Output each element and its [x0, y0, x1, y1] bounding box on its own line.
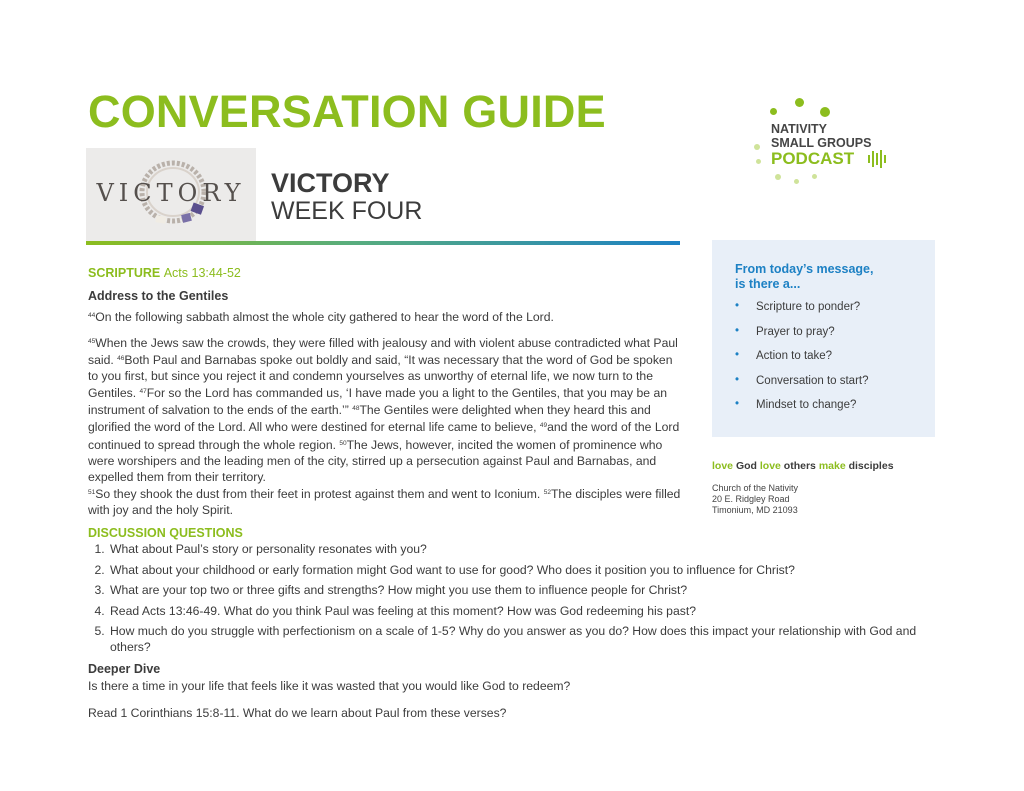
- verse-text: The Jews, however, incited the women of prominence who were worshipers and the leading men of the city, stirred up a persecution against Paul and Barnabas, and expelled them from their territory.: [88, 437, 663, 484]
- logo-dot: [754, 144, 760, 150]
- discussion-question: 2. What about your childhood or early formation might God want to use for good? Who does it position you to influence for Christ?: [108, 562, 958, 578]
- reflection-prompt-line: is there a...: [735, 277, 801, 291]
- church-tagline: [712, 460, 894, 472]
- reflection-list: [732, 301, 869, 424]
- deeper-dive-heading: Deeper Dive: [88, 662, 161, 676]
- reflection-item-label: Prayer to pray?: [756, 325, 835, 338]
- podcast-logo: [750, 95, 900, 190]
- soundwave-bar: [884, 155, 886, 163]
- verse-number: 45: [88, 338, 96, 345]
- scripture-reference: Acts 13:44-52: [163, 266, 241, 280]
- verse-number: 52: [543, 489, 551, 496]
- verse-number: 46: [117, 355, 125, 363]
- reflection-item: [732, 350, 869, 375]
- verse-number: 48: [352, 405, 360, 413]
- discussion-question: 4. Read Acts 13:46-49. What do you think Paul was feeling at this moment? How was God redeeming his past?: [108, 603, 958, 619]
- logo-dot: [756, 159, 761, 164]
- banner-word: VICTORY: [96, 179, 246, 207]
- verse-text: and the word of the Lord continued to spread through the whole region.: [88, 420, 680, 452]
- scripture-subheading: Address to the Gentiles: [88, 289, 229, 303]
- scripture-heading: [88, 266, 241, 280]
- series-banner-image: [86, 148, 256, 241]
- bullet-icon: •: [735, 300, 740, 312]
- bullet-icon: •: [735, 349, 740, 361]
- reflection-prompt-line: From today’s message,: [735, 262, 874, 276]
- discussion-question: 3. What are your top two or three gifts and strengths? How might you use them to influence people for Christ?: [108, 582, 958, 598]
- verse-number: 47: [139, 388, 147, 396]
- reflection-item-label: Scripture to ponder?: [756, 301, 861, 313]
- logo-dot: [812, 174, 817, 179]
- verse-number: 51: [88, 489, 96, 496]
- discussion-question: 5. How much do you struggle with perfectionism on a scale of 1-5? Why do you answer as you do? How does this impact your relationship with God and others?: [108, 623, 958, 655]
- discussion-question-list: [88, 541, 958, 660]
- logo-dot: [795, 98, 804, 107]
- scripture-paragraph: [88, 334, 684, 485]
- tagline-word: love: [712, 460, 734, 472]
- scripture-paragraph: [88, 308, 684, 325]
- reflection-item: [732, 399, 869, 424]
- bullet-icon: •: [735, 373, 740, 386]
- deeper-dive-question: Read 1 Corinthians 15:8-11. What do we learn about Paul from these verses?: [88, 706, 507, 720]
- reflection-item: [732, 301, 869, 326]
- scripture-label: SCRIPTURE: [88, 266, 161, 280]
- header-divider: [86, 241, 680, 245]
- soundwave-bar: [868, 155, 870, 163]
- verse-text: On the following sabbath almost the whole city gathered to hear the word of the Lord.: [95, 310, 554, 324]
- logo-text-nativity: NATIVITY: [771, 122, 828, 136]
- address-line: 20 E. Ridgley Road: [712, 494, 790, 504]
- tagline-word: disciples: [848, 460, 894, 472]
- discussion-question: 1. What about Paul’s story or personality resonates with you?: [108, 541, 958, 557]
- series-title: VICTORY: [271, 168, 390, 198]
- verse-text: For so the Lord has commanded us, ‘I have made you a light to the Gentiles, that you may be an instrument of salvation to the ends of the earth.’”: [88, 386, 668, 418]
- church-address: [712, 483, 798, 516]
- verse-text: When the Jews saw the crowds, they were filled with jealousy and with violent abuse contradicted what Paul said.: [88, 336, 678, 368]
- verse-text: Both Paul and Barnabas spoke out boldly and said, “It was necessary that the word of God be spoken to you first, but since you reject it and condemn yourselves as unworthy of eternal life, we now turn to the Gentiles.: [88, 353, 673, 401]
- series-week: WEEK FOUR: [271, 197, 423, 225]
- discussion-heading: DISCUSSION QUESTIONS: [88, 526, 243, 540]
- reflection-item: [732, 326, 869, 351]
- reflection-item-label: Conversation to start?: [756, 374, 869, 387]
- soundwave-bar: [876, 153, 878, 165]
- reflection-item-label: Action to take?: [756, 350, 833, 362]
- tagline-word: God: [735, 460, 757, 472]
- bullet-icon: •: [735, 324, 740, 337]
- logo-text-podcast: PODCAST: [771, 149, 855, 168]
- soundwave-bar: [880, 150, 882, 168]
- verse-text: The Gentiles were delighted when they heard this and glorified the word of the Lord. All who were destined for eternal life came to believe,: [88, 403, 651, 435]
- address-line: Timonium, MD 21093: [712, 505, 798, 515]
- tagline-word: love: [759, 460, 781, 472]
- reflection-prompt: [735, 262, 873, 292]
- tagline-word: make: [818, 460, 846, 472]
- logo-dot: [794, 179, 799, 184]
- address-line: Church of the Nativity: [712, 483, 799, 493]
- tagline-word: others: [783, 460, 816, 472]
- logo-dot: [770, 108, 777, 115]
- reflection-item-label: Mindset to change?: [756, 399, 857, 411]
- verse-number: 44: [88, 312, 96, 319]
- deeper-dive-question: Is there a time in your life that feels like it was wasted that you would like God to redeem?: [88, 679, 571, 693]
- logo-dot: [820, 107, 830, 117]
- page-title: CONVERSATION GUIDE: [88, 86, 606, 137]
- reflection-box: [712, 240, 935, 437]
- verse-number: 50: [339, 439, 347, 447]
- logo-dot: [775, 174, 781, 180]
- verse-number: 49: [539, 422, 548, 430]
- verse-text: So they shook the dust from their feet in protest against them and went to Iconium.: [95, 487, 544, 501]
- logo-text-small-groups: SMALL GROUPS: [771, 136, 872, 150]
- soundwave-bar: [872, 151, 874, 167]
- verse-text: The disciples were filled with joy and the holy Spirit.: [88, 487, 681, 518]
- bullet-icon: •: [735, 398, 740, 410]
- scripture-paragraph: [88, 485, 684, 518]
- reflection-item: [732, 375, 869, 400]
